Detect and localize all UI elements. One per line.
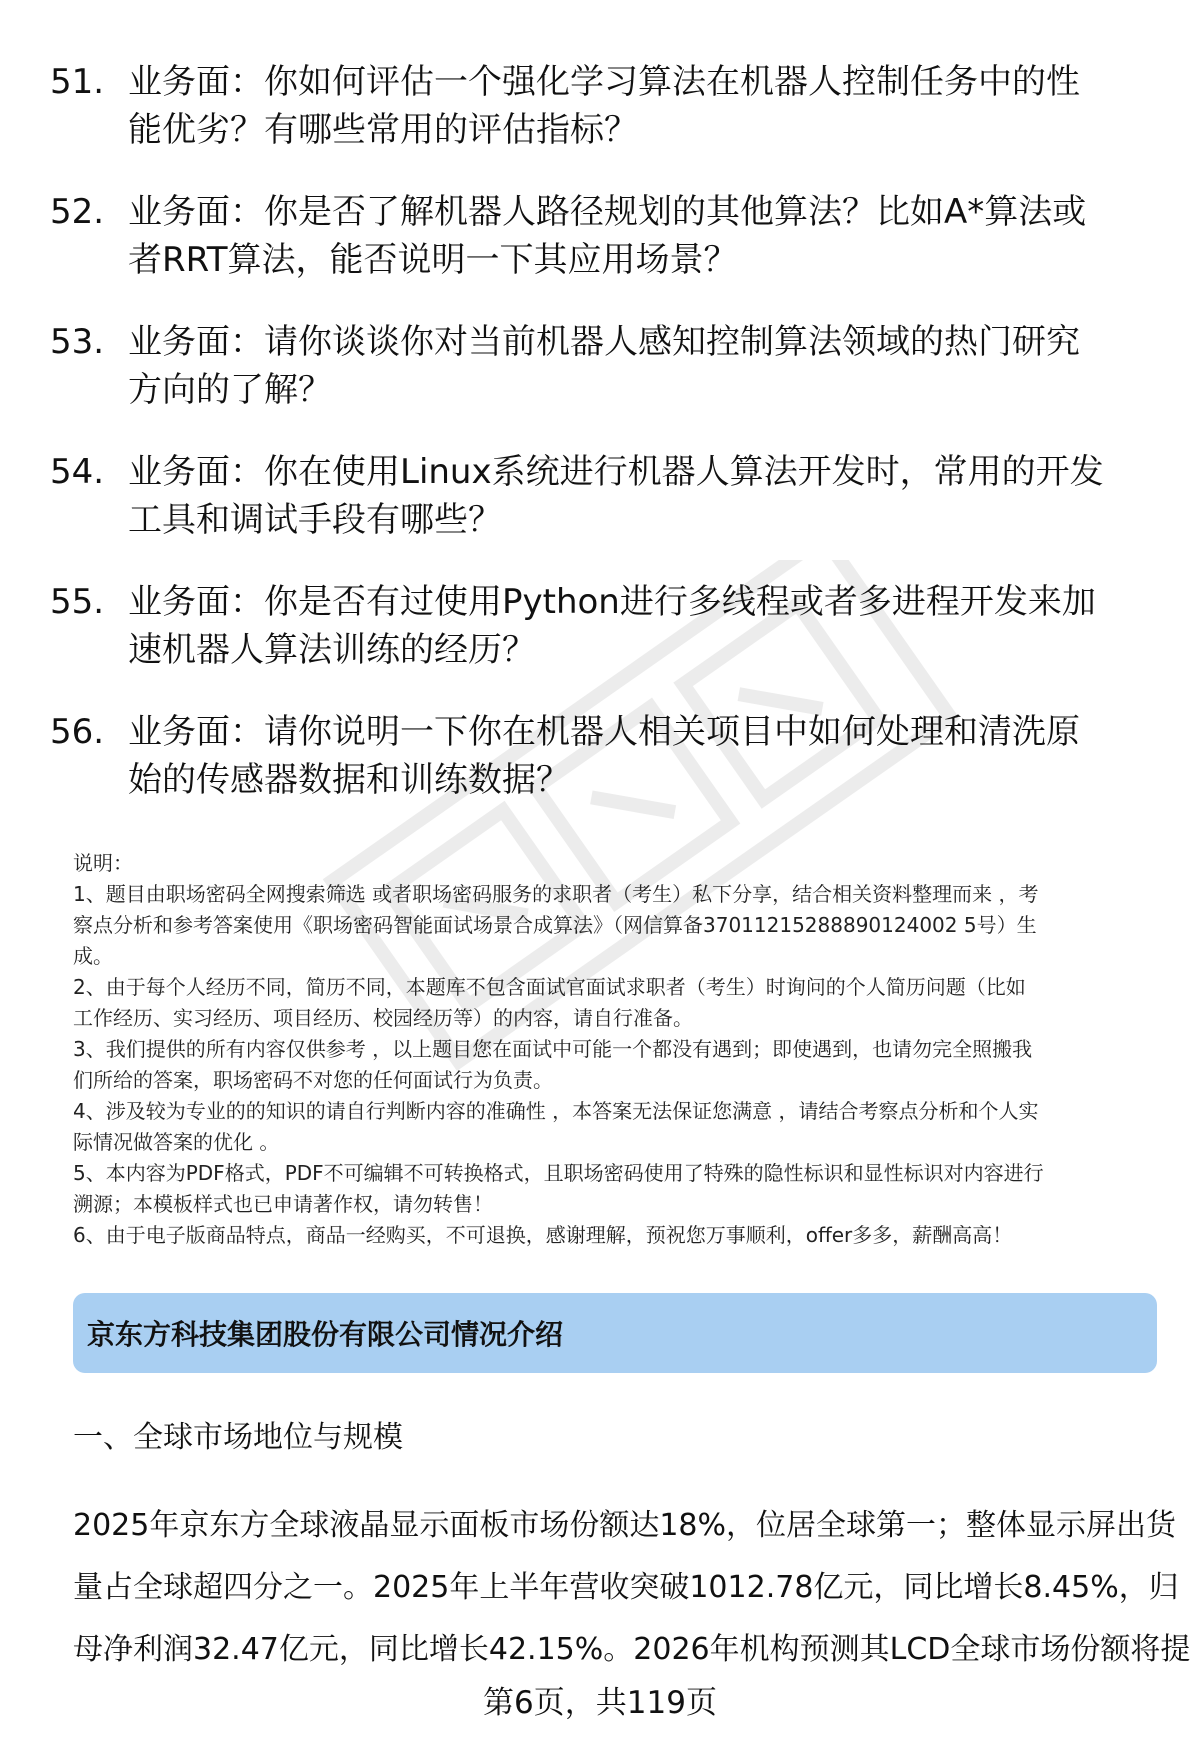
list-item: [50, 318, 1160, 414]
question-line: 方向的了解？: [128, 370, 332, 410]
list-item: [50, 708, 1160, 804]
question-line: 业务面：请你说明一下你在机器人相关项目中如何处理和清洗原: [128, 712, 1080, 752]
question-line: 工具和调试手段有哪些？: [128, 500, 502, 540]
question-text: [128, 188, 1160, 284]
question-text: [128, 578, 1160, 674]
notes-section: [73, 848, 1163, 1251]
banner-title: 京东方科技集团股份有限公司情况介绍: [87, 1318, 564, 1351]
question-number: 51.: [50, 62, 105, 102]
question-line: 能优劣？有哪些常用的评估指标？: [128, 110, 638, 150]
question-text: [128, 448, 1160, 544]
question-line: 始的传感器数据和训练数据？: [128, 760, 570, 800]
company-banner: [73, 1293, 1157, 1373]
question-number: 54.: [50, 452, 105, 492]
question-number: 53.: [50, 322, 105, 362]
question-line: 业务面：请你谈谈你对当前机器人感知控制算法领域的热门研究: [128, 322, 1080, 362]
notes-line: 6、由于电子版商品特点，商品一经购买，不可退换，感谢理解，预祝您万事顺利，offer多多，薪酬高高！: [73, 1223, 1013, 1247]
list-item: [50, 448, 1160, 544]
question-text: [128, 318, 1160, 414]
notes-line: 2、由于每个人经历不同，简历不同，本题库不包含面试官面试求职者（考生）时询问的个人简历问题（比如: [73, 975, 1026, 999]
body-line: 量占全球超四分之一。2025年上半年营收突破1012.78亿元，同比增长8.45%，归: [73, 1570, 1179, 1605]
body-line: 2025年京东方全球液晶显示面板市场份额达18%，位居全球第一；整体显示屏出货: [73, 1508, 1177, 1543]
list-item: [50, 188, 1160, 284]
notes-heading: 说明：: [73, 851, 133, 875]
page-footer: 第6页，共119页: [483, 1685, 717, 1721]
question-text: [128, 58, 1160, 154]
question-text: [128, 708, 1160, 804]
notes-line: 3、我们提供的所有内容仅供参考 ，以上题目您在面试中可能一个都没有遇到；即使遇到，也请勿完全照搬我: [73, 1037, 1033, 1061]
list-item: [50, 58, 1160, 154]
section-title: 一、全球市场地位与规模: [73, 1420, 403, 1455]
notes-line: 们所给的答案，职场密码不对您的任何面试行为负责。: [73, 1068, 553, 1092]
question-number: 56.: [50, 712, 105, 752]
question-line: 业务面：你是否有过使用Python进行多线程或者多进程开发来加: [128, 582, 1096, 622]
question-number: 52.: [50, 192, 105, 232]
question-line: 者RRT算法，能否说明一下其应用场景？: [128, 240, 738, 280]
question-line: 业务面：你是否了解机器人路径规划的其他算法？比如A*算法或: [128, 192, 1087, 232]
notes-line: 工作经历、实习经历、项目经历、校园经历等）的内容，请自行准备。: [73, 1006, 693, 1030]
notes-line: 5、本内容为PDF格式，PDF不可编辑不可转换格式，且职场密码使用了特殊的隐性标识和显性标识对内容进行: [73, 1161, 1044, 1185]
question-list: [50, 58, 1160, 838]
list-item: [50, 578, 1160, 674]
question-line: 速机器人算法训练的经历？: [128, 630, 536, 670]
notes-line: 察点分析和参考答案使用《职场密码智能面试场景合成算法》（网信算备37011215288890124002 5号）生: [73, 913, 1037, 937]
body-paragraph: [73, 1495, 1191, 1681]
notes-line: 溯源；本模板样式也已申请著作权，请勿转售！: [73, 1192, 493, 1216]
notes-line: 际情况做答案的优化 。: [73, 1130, 280, 1154]
notes-line: 成。: [73, 944, 113, 968]
notes-line: 4、涉及较为专业的的知识的请自行判断内容的准确性 ，本答案无法保证您满意 ，请结合考察点分析和个人实: [73, 1099, 1039, 1123]
question-number: 55.: [50, 582, 105, 622]
notes-line: 1、题目由职场密码全网搜索筛选 或者职场密码服务的求职者（考生）私下分享，结合相关资料整理而来 ，考: [73, 882, 1039, 906]
question-line: 业务面：你在使用Linux系统进行机器人算法开发时，常用的开发: [128, 452, 1104, 492]
question-line: 业务面：你如何评估一个强化学习算法在机器人控制任务中的性: [128, 62, 1080, 102]
body-line: 母净利润32.47亿元，同比增长42.15%。2026年机构预测其LCD全球市场份额将提: [73, 1632, 1191, 1667]
